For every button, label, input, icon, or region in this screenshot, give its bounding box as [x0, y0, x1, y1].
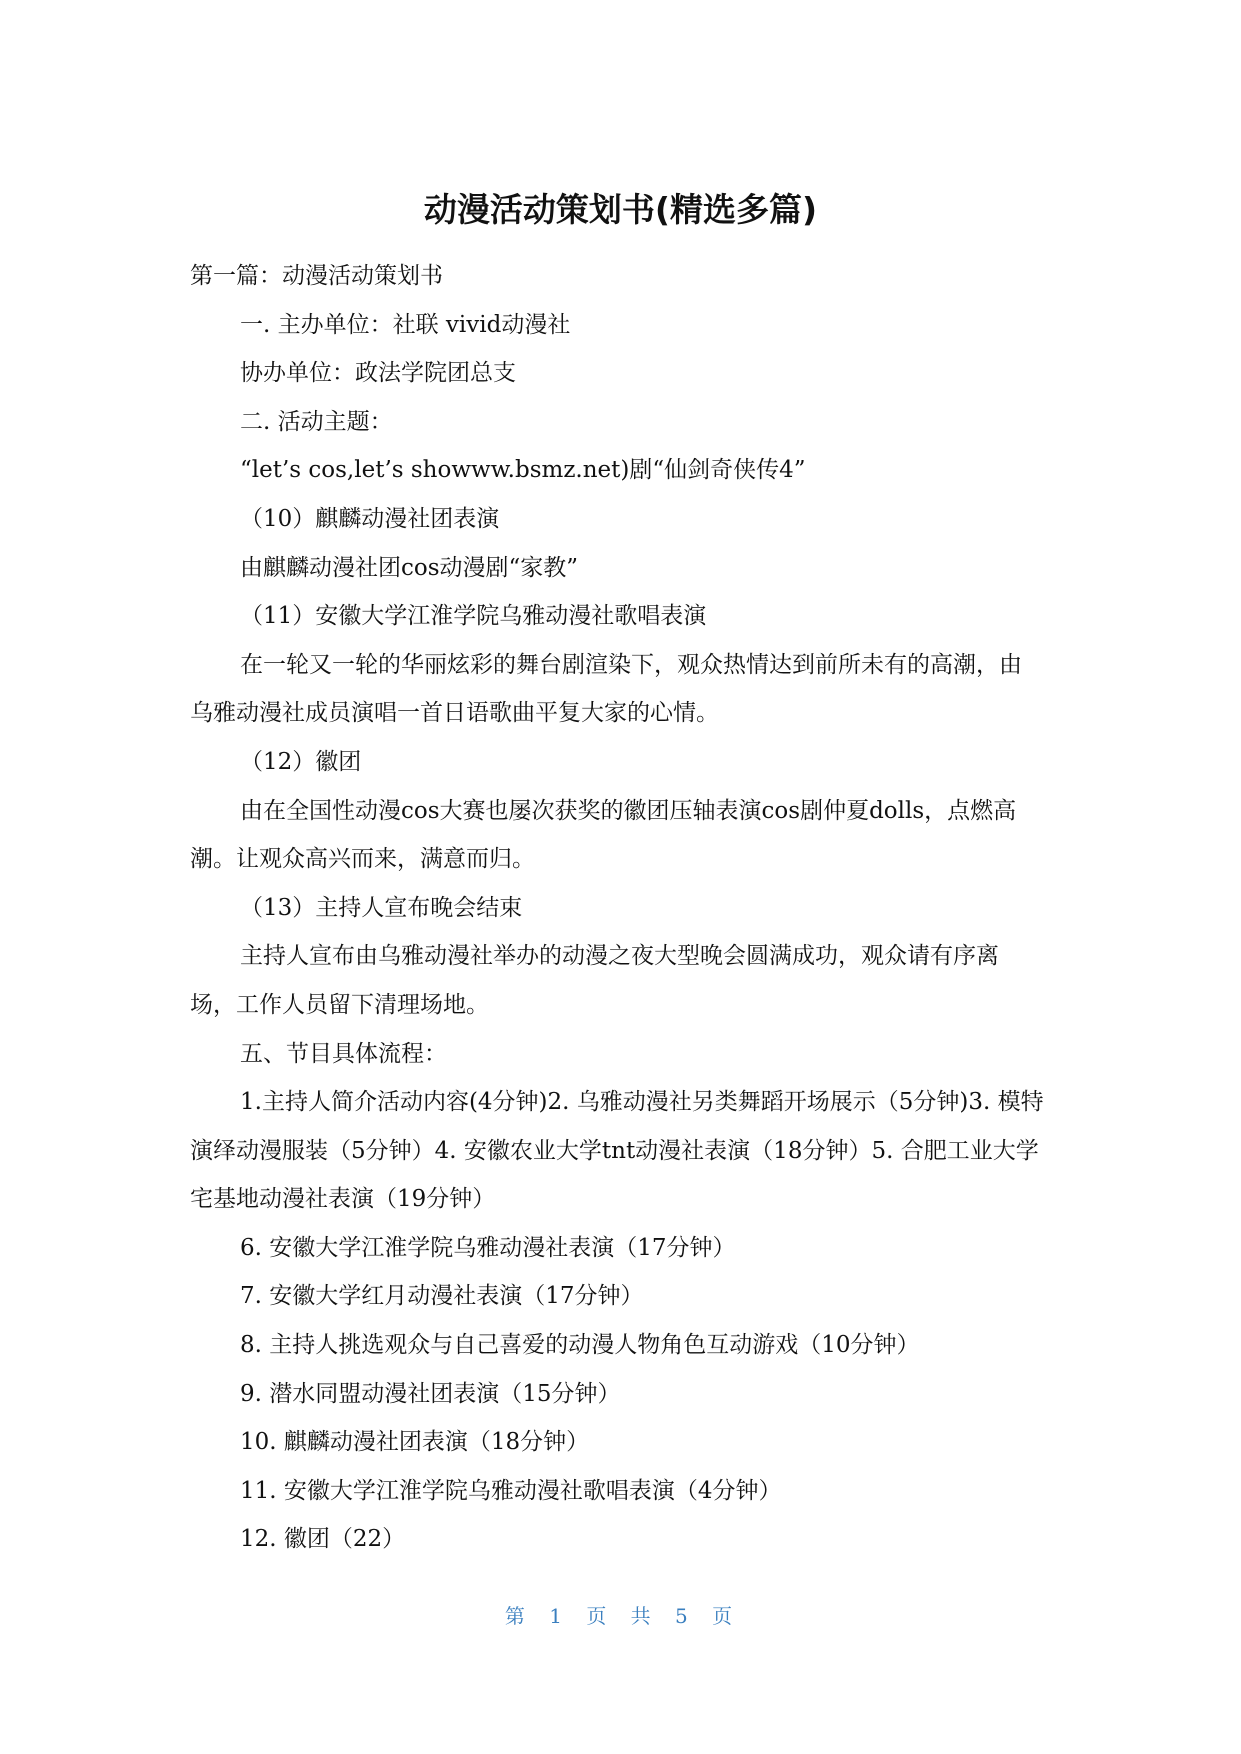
paragraph: 主持人宣布由乌雅动漫社举办的动漫之夜大型晚会圆满成功，观众请有序离场，工作人员留下清理场地。	[190, 943, 999, 1018]
paragraph: 在一轮又一轮的华丽炫彩的舞台剧渲染下，观众热情达到前所未有的高潮，由乌雅动漫社成员演唱一首日语歌曲平复大家的心情。	[190, 651, 1022, 727]
paragraph: 由在全国性动漫cos大赛也屡次获奖的徽团压轴表演cos剧仲夏dolls，点燃高潮。让观众高兴而来，满意而归。	[190, 797, 1017, 873]
paragraph: （11）安徽大学江淮学院乌雅动漫社歌唱表演	[240, 603, 707, 630]
document-body	[190, 252, 1044, 1564]
paragraph: 二. 活动主题：	[240, 408, 393, 435]
paragraph: 10. 麒麟动漫社团表演（18分钟）	[240, 1429, 590, 1456]
paragraph: 7. 安徽大学红月动漫社表演（17分钟）	[240, 1283, 644, 1310]
paragraph: 第一篇：动漫活动策划书	[190, 263, 443, 289]
paragraph: “let’s cos,let’s showww.bsmz.net)剧“仙剑奇侠传4”	[240, 457, 806, 484]
paragraph: 五、节目具体流程：	[240, 1040, 447, 1067]
paragraph: 1.主持人简介活动内容(4分钟)2. 乌雅动漫社另类舞蹈开场展示（5分钟)3. 模特演绎动漫服装（5分钟）4. 安徽农业大学tnt动漫社表演（18分钟）5. 合肥工业大学宅基地动漫社表演（19分钟）	[190, 1089, 1044, 1213]
paragraph: 9. 潜水同盟动漫社团表演（15分钟）	[240, 1380, 621, 1407]
paragraph: 由麒麟动漫社团cos动漫剧“家教”	[240, 554, 579, 581]
paragraph: （12）徽团	[240, 748, 362, 775]
document-title: 动漫活动策划书(精选多篇)	[423, 190, 818, 229]
paragraph: 一. 主办单位：社联 vivid动漫社	[240, 311, 571, 338]
page-number-footer: 第 1 页 共 5 页	[504, 1604, 737, 1628]
paragraph: 8. 主持人挑选观众与自己喜爱的动漫人物角色互动游戏（10分钟）	[240, 1332, 920, 1359]
paragraph: 协办单位：政法学院团总支	[240, 360, 516, 387]
paragraph: 6. 安徽大学江淮学院乌雅动漫社表演（17分钟）	[240, 1234, 736, 1261]
paragraph: （10）麒麟动漫社团表演	[240, 505, 500, 532]
paragraph: 12. 徽团（22）	[240, 1526, 406, 1553]
paragraph: （13）主持人宣布晚会结束	[240, 894, 523, 921]
paragraph: 11. 安徽大学江淮学院乌雅动漫社歌唱表演（4分钟）	[240, 1477, 782, 1504]
